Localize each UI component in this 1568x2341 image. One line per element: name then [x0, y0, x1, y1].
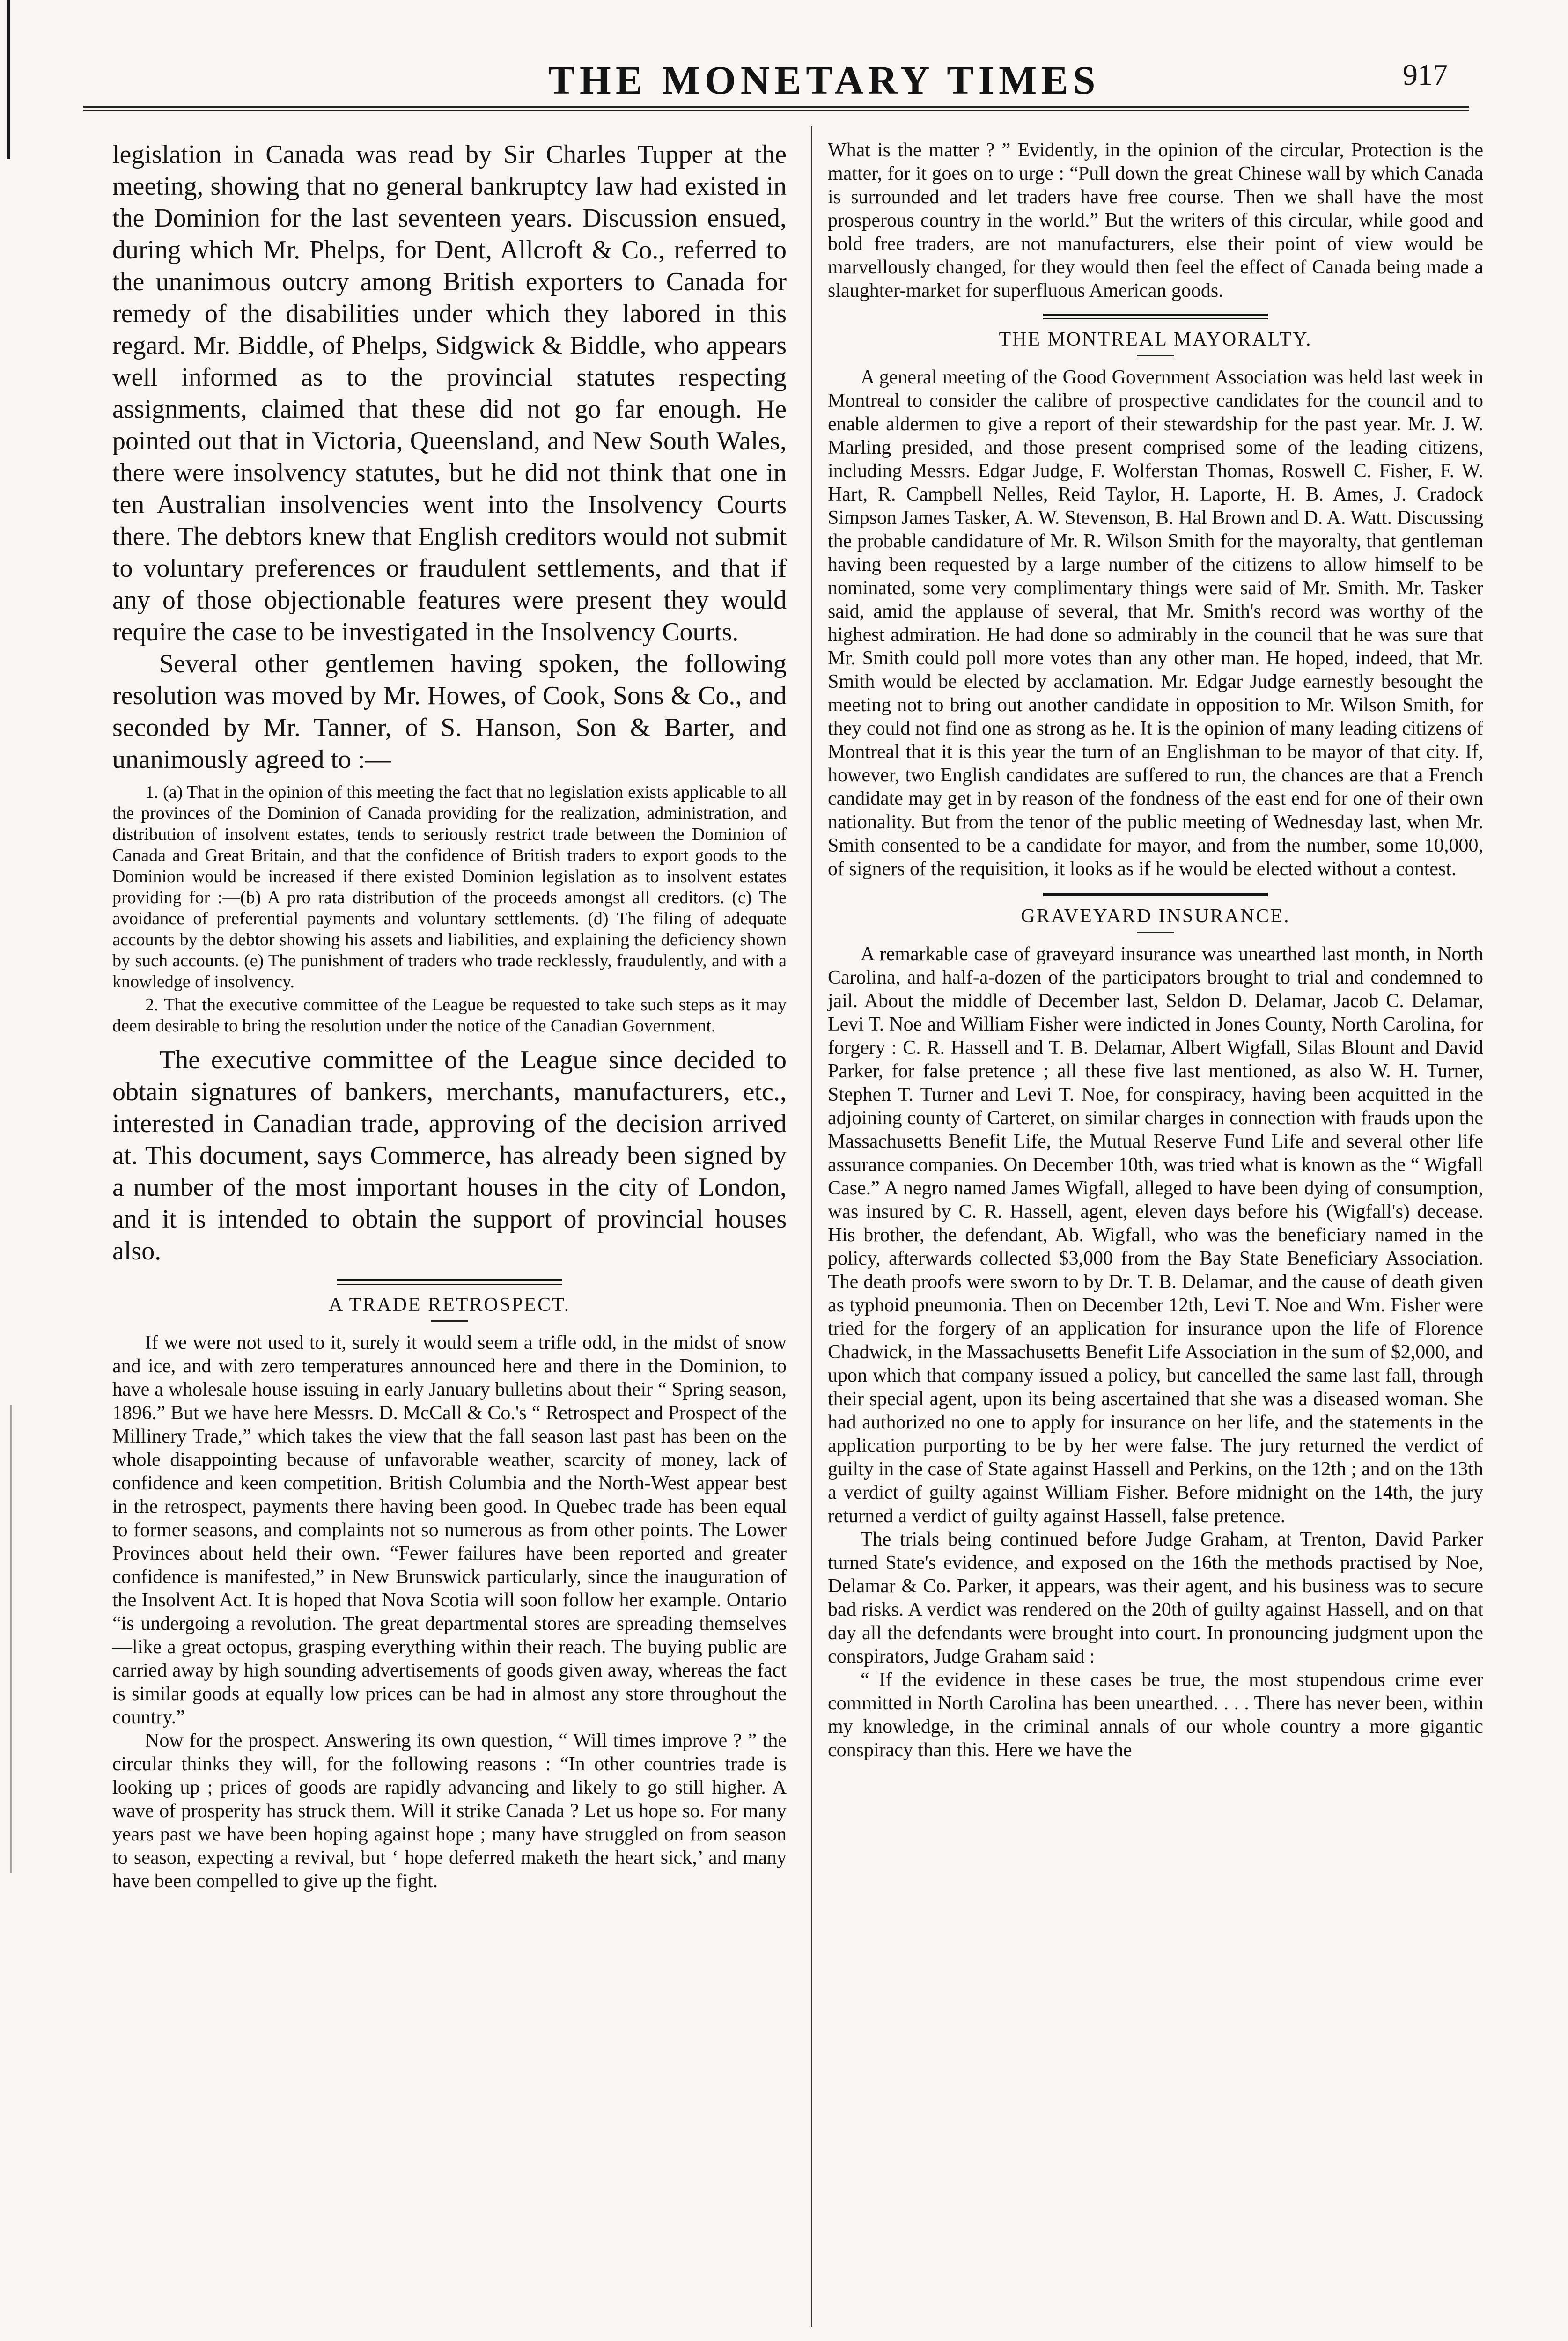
article-paragraph: Now for the prospect. Answering its own question, “ Will times improve ? ” the circular thinks they will, for the following reasons : “In other countries trade is looking up ; prices of goods are rapidly advancing and likely to go still higher. A wave of prosperity has struck them. Will it strike Canada ? Let us hope so. For many years past we have been hoping against hope ; many have struggled on from season to season, expecting a revival, but ‘ hope deferred maketh the heart sick,’ and many have been compelled to give up the fight. — [112, 1730, 787, 1892]
article-paragraph: What is the matter ? ” Evidently, in the opinion of the circular, Protection is the matter, for it goes on to urge : “Pull down the great Chinese wall by which Canada is surrounded and let traders have free course. Then we shall have the most prosperous country in the world.” But the writers of this circular, while good and bold free traders, are not manufacturers, else their point of view would be marvellously changed, for they would then feel the effect of Canada being made a slaughter-market for superfluous American goods. — [828, 140, 1483, 302]
section-divider — [112, 1279, 787, 1285]
article-paragraph: legislation in Canada was read by Sir Charles Tupper at the meeting, showing that no general bankruptcy law had existed in the Dominion for the last seventeen years. Discussion ensued, during which Mr. Phelps, for Dent, Allcroft & Co., referred to the unanimous outcry among British exporters to Canada for remedy of the disabilities under which they labored in this regard. Mr. Biddle, of Phelps, Sidgwick & Biddle, who appears well informed as to the provincial statutes respecting assignments, claimed that these did not go far enough. He pointed out that in Victoria, Queensland, and New South Wales, there were insolvency statutes, but he did not think that one in ten Australian insolvencies went into the Insolvency Courts there. The debtors knew that English creditors would not submit to voluntary preferences or fraudulent settlements, and that if any of those objectionable features were present they would require the case to be investigated in the Insolvency Courts. — [112, 140, 787, 647]
masthead-rule — [83, 106, 1469, 108]
article-paragraph: The executive committee of the League since decided to obtain signatures of bankers, merchants, manufacturers, etc., interested in Canadian trade, approving of the decision arrived at. This document, says Commerce, has already been signed by a number of the most important houses in the city of London, and it is intended to obtain the support of provincial houses also. — [112, 1045, 787, 1266]
masthead-title: THE MONETARY TIMES — [548, 58, 1100, 103]
masthead-rule-thin — [83, 110, 1469, 111]
section-divider — [828, 314, 1483, 319]
article-paragraph: The trials being continued before Judge Graham, at Trenton, David Parker turned State's evidence, and exposed on the 16th the methods practised by Noe, Delamar & Co. Parker, it appears, was their agent, and his business was to secure bad risks. A verdict was rendered on the 20th of guilty against Hassell, and on that day all the defendants were brought into court. In pronouncing judgment upon the conspirators, Judge Graham said : — [828, 1529, 1483, 1667]
article-paragraph: If we were not used to it, surely it would seem a trifle odd, in the midst of snow and ice, and with zero temperatures announced here and there in the Dominion, to have a wholesale house issuing in early January bulletins about their “ Spring season, 1896.” But we have here Messrs. D. McCall & Co.'s “ Retrospect and Prospect of the Millinery Trade,” which takes the view that the fall season last past has been on the whole disappointing because of unfavorable weather, scarcity of money, lack of confidence and keen competition. British Columbia and the North-West appear best in the retrospect, payments there having been good. In Quebec trade has been equal to former seasons, and complaints not so numerous as from other points. The Lower Provinces about held their own. “Fewer failures have been reported and greater confidence is manifested,” in New Brunswick particularly, since the inauguration of the Insolvent Act. It is hoped that Nova Scotia will soon follow her example. Ontario “is undergoing a revolution. The great departmental stores are spreading themselves—like a great octopus, grasping everything within their reach. The buying public are carried away by high sounding advertisements of goods given away, whereas the fact is similar goods at equally low prices can be had in almost any store throughout the country.” — [112, 1332, 787, 1728]
article-paragraph: Several other gentlemen having spoken, the following resolution was moved by Mr. Howes, of Cook, Sons & Co., and seconded by Mr. Tanner, of S. Hanson, Son & Barter, and unanimously agreed to :— — [112, 649, 787, 774]
resolution-clause: 2. That the executive committee of the League be requested to take such steps as it may deem desirable to bring the resolution under the notice of the Canadian Government. — [112, 995, 787, 1036]
scan-edge-mark — [7, 0, 10, 159]
section-divider — [828, 893, 1483, 896]
section-heading: THE MONTREAL MAYORALTY. — [999, 329, 1312, 350]
left-column — [112, 139, 787, 1893]
section-heading: A TRADE RETROSPECT. — [328, 1294, 571, 1316]
article-paragraph: A general meeting of the Good Government Association was held last week in Montreal to consider the calibre of prospective candidates for the council and to enable aldermen to give a report of their stewardship for the past year. Mr. J. W. Marling presided, and those present comprised some of the leading citizens, including Messrs. Edgar Judge, F. Wolferstan Thomas, Roswell C. Fisher, F. W. Hart, R. Campbell Nelles, Reid Taylor, H. Laporte, H. B. Ames, J. Cradock Simpson James Tasker, A. W. Stevenson, B. Hal Brown and D. A. Watt. Discussing the probable candidature of Mr. R. Wilson Smith for the mayoralty, that gentleman having been requested by a large number of the citizens to allow himself to be nominated, some very complimentary things were said of Mr. Smith. Mr. Tasker said, amid the applause of several, that Mr. Smith's record was worthy of the highest admiration. He had done so admirably in the council that he was sure that Mr. Smith could poll more votes than any other man. He hoped, indeed, that Mr. Smith would be elected by acclamation. Mr. Edgar Judge earnestly besought the meeting not to bring out another candidate in opposition to Mr. Wilson Smith, for they could not find one as strong as he. It is the opinion of many leading citizens of Montreal that it is this year the turn of an Englishman to be mayor of that city. If, however, two English candidates are suffered to run, the chances are that a French candidate may get in by reason of the fondness of the east end for one of their own nationality. But from the tenor of the public meeting of Wednesday last, when Mr. Smith consented to be a candidate for mayor, and from the number, some 10,000, of signers of the requisition, it looks as if he would be elected without a contest. — [828, 367, 1483, 880]
heading-rule — [1137, 355, 1174, 356]
page-number: 917 — [1403, 58, 1448, 91]
section-heading: GRAVEYARD INSURANCE. — [1021, 905, 1290, 927]
scan-edge-shadow — [10, 1405, 12, 1873]
article-paragraph: “ If the evidence in these cases be true, the most stupendous crime ever committed in North Carolina has been unearthed. . . . There has never been, within my knowledge, in the criminal annals of our whole country a more gigantic conspiracy than this. Here we have the — [828, 1669, 1483, 1761]
resolution-clause: 1. (a) That in the opinion of this meeting the fact that no legislation exists applicable to all the provinces of the Dominion of Canada providing for the realization, administration, and distribution of insolvent estates, tends to seriously restrict trade between the Dominion of Canada and Great Britain, and that the confidence of British traders to export goods to the Dominion would be increased if there existed Dominion legislation as to insolvent estates providing for :—(b) A pro rata distribution of the proceeds amongst all creditors. (c) The avoidance of preferential payments and voluntary settlements. (d) The filing of adequate accounts by the debtor showing his assets and liabilities, and explaining the deficiency shown by such accounts. (e) The punishment of traders who trade recklessly, fraudulently, and with a knowledge of insolvency. — [112, 782, 787, 992]
heading-rule — [431, 1320, 468, 1322]
column-divider — [811, 126, 812, 2327]
right-column — [828, 139, 1483, 1762]
article-paragraph: A remarkable case of graveyard insurance was unearthed last month, in North Carolina, and half-a-dozen of the participators brought to trial and condemned to jail. About the middle of December last, Seldon D. Delamar, Jacob C. Delamar, Levi T. Noe and William Fisher were indicted in Jones County, North Carolina, for forgery : C. R. Hassell and T. B. Delamar, Albert Wigfall, Silas Blount and David Parker, for false pretence ; all these five last mentioned, as also W. H. Turner, Stephen T. Turner and Levi T. Noe, for conspiracy, having been acquitted in the adjoining county of Carteret, on similar charges in connection with frauds upon the Massachusetts Benefit Life, the Mutual Reserve Fund Life and several other life assurance companies. On December 10th, was tried what is known as the “ Wigfall Case.” A negro named James Wigfall, alleged to have been dying of consumption, was insured by C. R. Hassell, agent, eleven days before his (Wigfall's) decease. His brother, the defendant, Ab. Wigfall, who was the beneficiary named in the policy, afterwards collected $3,000 from the Bay State Beneficiary Association. The death proofs were sworn to by Dr. T. B. Delamar, and the cause of death given as typhoid pneumonia. Then on December 12th, Levi T. Noe and Wm. Fisher were tried for the forgery of an application for insurance upon the life of Florence Chadwick, in the Massachusetts Benefit Life Association in the sum of $2,000, and upon which that company issued a policy, but cancelled the same last fall, through their special agent, upon its being ascertained that she was a diseased woman. She had authorized no one to apply for insurance on her life, and the statements in the application purporting to be by her were false. The jury returned the verdict of guilty in the case of State against Hassell and Perkins, on the 12th ; and on the 13th a verdict of guilty against William Fisher. Before midnight on the 14th, the jury returned a verdict of guilty against Hassell, false pretence. — [828, 943, 1483, 1527]
heading-rule — [1137, 932, 1174, 933]
